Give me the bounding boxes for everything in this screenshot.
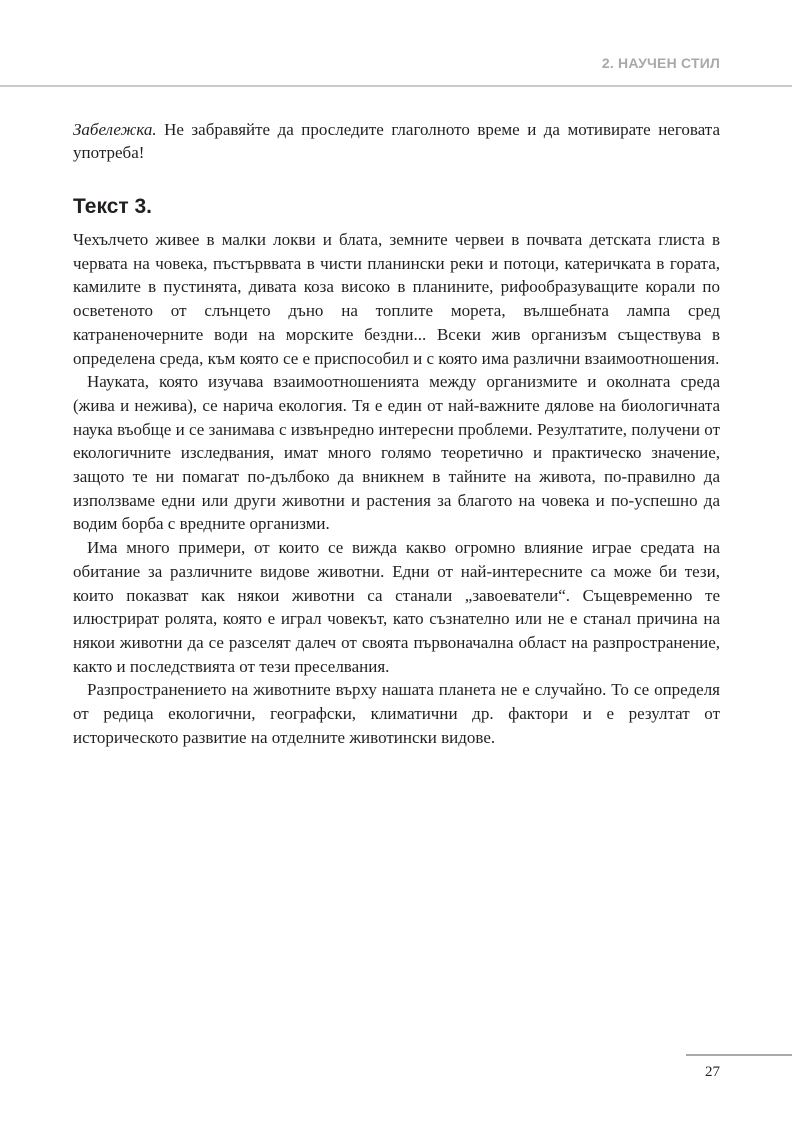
section-body [73, 228, 720, 749]
body-paragraph-3: Има много примери, от които се вижда какво огромно влияние играе средата на обитание за различните видове животни. Едни от най-интересните са може би тези, които показват как някои животни са станали „завоеватели“. Същевременно те илюстрират ролята, която е играл човекът, като съзнателно или не е станал причина на някои животни да се разселят далеч от своята първоначална област на разпространение, както и последствията от тези преселвания. [73, 538, 720, 676]
body-paragraph-4: Разпространението на животните върху нашата планета не е случайно. То се определя от редица екологични, географски, климатични др. фактори и е резултат от историческото развитие на отделните животински видове. [73, 680, 720, 747]
note-paragraph [73, 118, 720, 164]
body-paragraph-2: Науката, която изучава взаимоотношенията между организмите и околната среда (жива и нежива), се нарича екология. Тя е един от най-важните дялове на биологичната наука въобще и се занимава с извънредно интересни проблеми. Резултатите, получени от екологичните изследвания, имат много голямо теоретично и практическо значение, защото те ни помагат по-дълбоко да вникнем в тайните на живота, по-правилно да използваме едни или други животни и растения за благото на човека и по-успешно да водим борба с вредните организми. [73, 372, 720, 534]
section-title: Текст 3. [73, 195, 153, 218]
running-header-title: 2. НАУЧЕН СТИЛ [601, 55, 720, 71]
page-number: 27 [705, 1064, 720, 1080]
header-divider [0, 85, 792, 87]
note-text: Не забравяйте да проследите глаголното време и да мотивирате неговата употреба! [73, 120, 720, 162]
body-paragraph-1: Чехълчето живее в малки локви и блата, земните червеи в почвата детската глиста в червата на човека, пъстърввата в чисти планински реки и потоци, катеричката в гората, камилите в пустинята, дивата коза високо в планините, рифообразуващите корали по осветеното от слънцето дъно на топлите морета, вълшебната лампа сред катраненочерните води на морските бездни... Всеки жив организъм съществува в определена среда, към която се е приспособил и с която има различни взаимоотношения. [73, 230, 720, 368]
note-label: Забележка. [73, 120, 157, 139]
footer-divider [686, 1054, 792, 1056]
